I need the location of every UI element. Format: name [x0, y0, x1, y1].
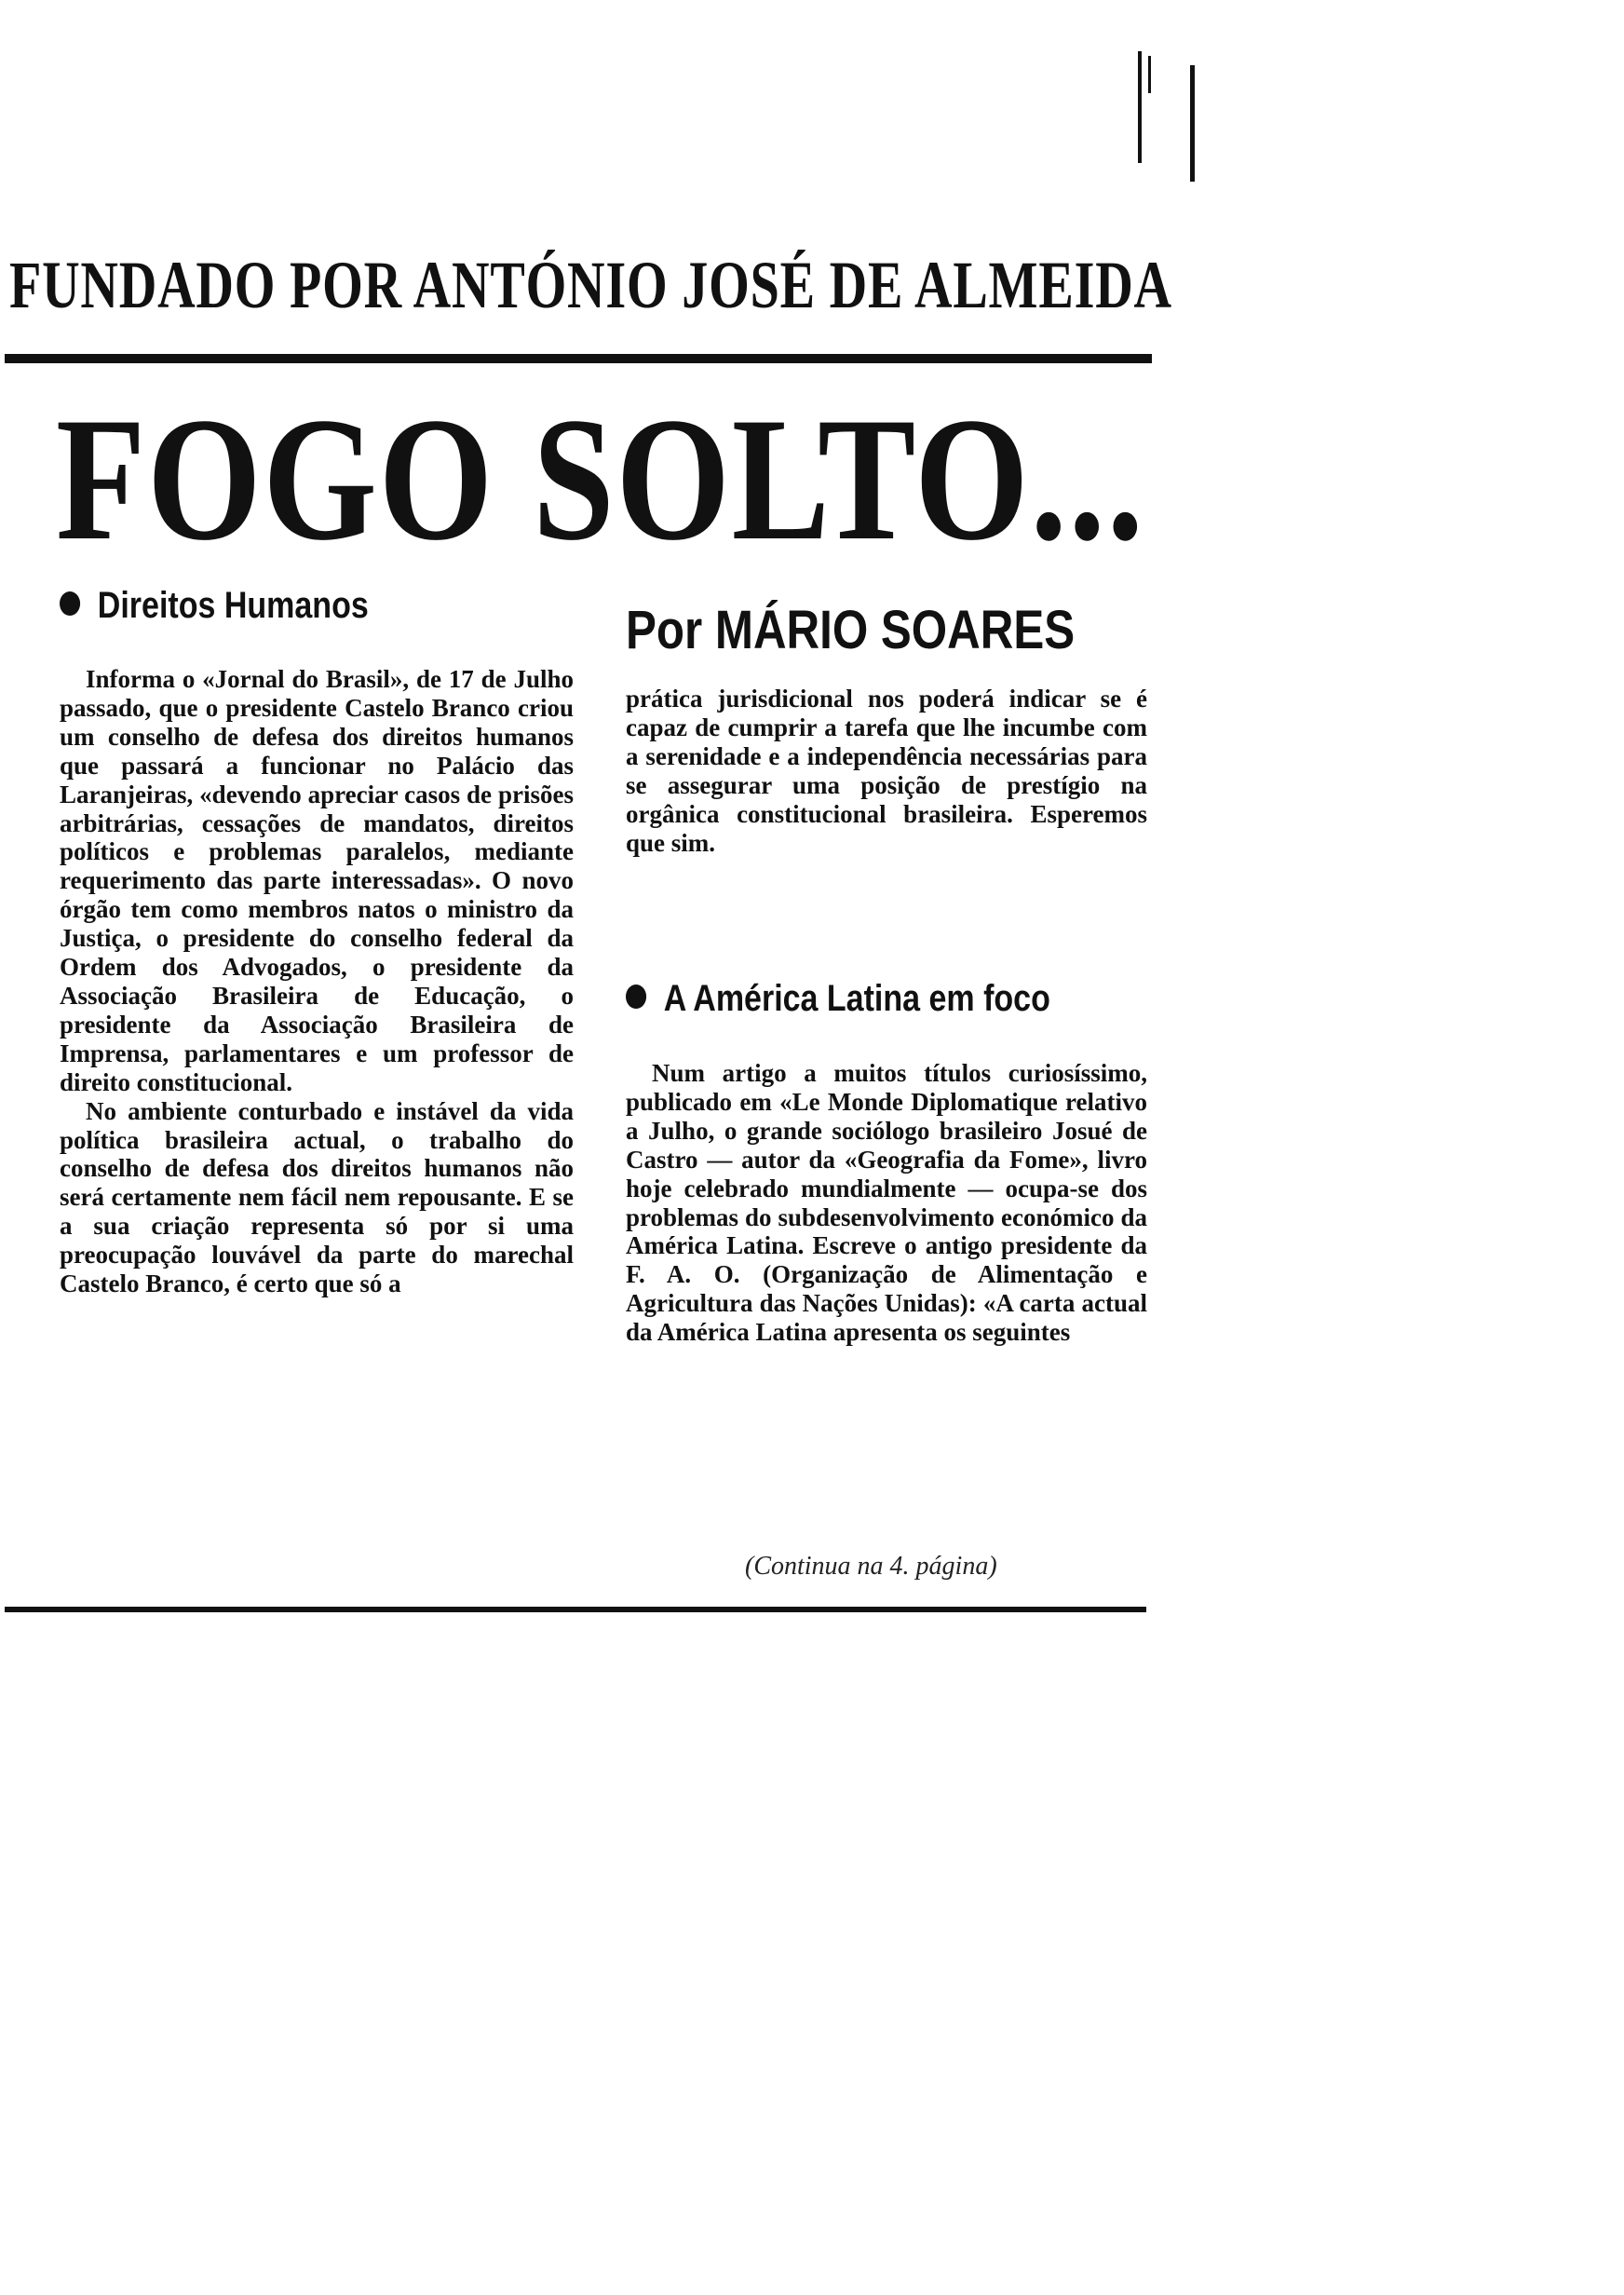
section-heading-direitos-humanos: Direitos Humanos [60, 585, 369, 627]
paragraph: Informa o «Jornal do Brasil», de 17 de Julho passado, que o presidente Castelo Branco criou um conselho de defesa dos direitos humanos que passará a funcionar no Palácio das Laranjeiras, «devendo apreciar casos de prisões arbitrárias, cessações de mandatos, direitos políticos e problemas paralelos, mediante requerimento das parte interessadas». O novo órgão tem como membros natos o ministro da Justiça, o presidente do conselho federal da Ordem dos Advogados, o presidente da Associação Brasileira de Educação, o presidente da Associação Brasileira de Imprensa, parlamentares e um professor de direito constitucional. [60, 665, 574, 1096]
article-column-1 [60, 665, 574, 1298]
scan-mark [1138, 51, 1142, 163]
paragraph: Num artigo a muitos títulos curiosíssimo, publicado em «Le Monde Diplomatique relativo a Julho, o grande sociólogo brasileiro Josué de Castro — autor da «Geografia da Fome», livro hoje celebrado mundialmente — ocupa-se dos problemas do subdesenvolvimento económico da América Latina. Escreve o antigo presidente da F. A. O. (Organização de Alimentação e Agricultura das Nações Unidas): «A carta actual da América Latina apresenta os seguintes [626, 1059, 1147, 1347]
paragraph-continuation: prática jurisdicional nos poderá indicar se é capaz de cumprir a tarefa que lhe incumbe com a serenidade e a independência necessárias para se assegurar uma posição de prestígio na orgânica constitucional brasileira. Esperemos que sim. [626, 685, 1147, 857]
bottom-rule [5, 1607, 1146, 1612]
scan-mark [1148, 56, 1151, 93]
paragraph: No ambiente conturbado e instável da vida política brasileira actual, o trabalho do conselho de defesa dos direitos humanos não será certamente nem fácil nem repousante. E se a sua criação representa só por si uma preocupação louvável da parte do marechal Castelo Branco, é certo que só a [60, 1096, 574, 1298]
byline: Por MÁRIO SOARES [626, 600, 1076, 660]
scan-mark [1190, 65, 1195, 182]
headline: FOGO SOLTO... [56, 382, 1145, 577]
section-heading-america-latina: A América Latina em foco [626, 978, 1050, 1020]
masthead-rule [5, 354, 1152, 363]
continued-note: (Continua na 4. página) [745, 1552, 997, 1581]
article-column-3 [626, 1059, 1147, 1347]
article-column-2 [626, 685, 1147, 857]
bullet-icon [60, 591, 80, 616]
bullet-icon [626, 985, 646, 1009]
masthead: FUNDADO POR ANTÓNIO JOSÉ DE ALMEIDA [9, 248, 1172, 322]
